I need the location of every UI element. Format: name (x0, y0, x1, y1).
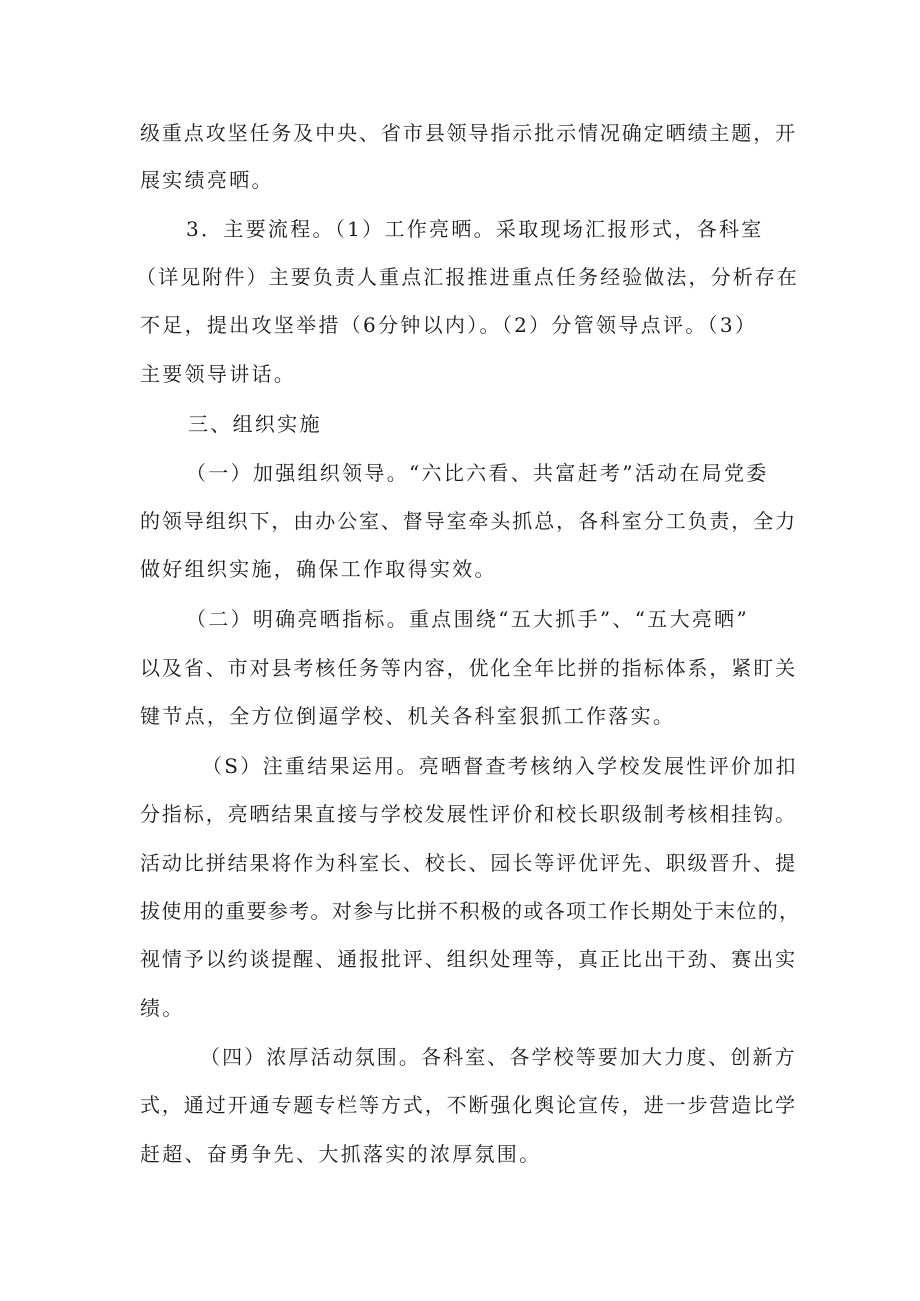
text-line: 活动比拼结果将作为科室长、校长、园长等评优评先、职级晋升、提 (140, 851, 797, 875)
text-line: （二）明确亮晒指标。重点围绕“五大抓手”、“五大亮晒” (186, 607, 749, 631)
text-line: 3．主要流程。（1）工作亮晒。采取现场汇报形式，各科室 (186, 217, 764, 241)
text-line: 以及省、市对县考核任务等内容，优化全年比拼的指标体系，紧盯关 (140, 656, 797, 680)
text-line: 拔使用的重要参考。对参与比拼不积极的或各项工作长期处于末位的， (140, 899, 801, 923)
text-line: 式，通过开通专题专栏等方式，不断强化舆论宣传，进一步营造比学 (140, 1093, 797, 1117)
text-line: 不足，提出攻坚举措（6分钟以内）。（2）分管领导点评。（3） (140, 313, 758, 337)
text-line: 视情予以约谈提醒、通报批评、组织处理等，真正比出干劲、赛出实 (140, 947, 797, 971)
text-line: （详见附件）主要负责人重点汇报推进重点任务经验做法，分析存在 (136, 265, 799, 289)
text-line: 级重点攻坚任务及中央、省市县领导指示批示情况确定晒绩主题，开 (140, 121, 797, 145)
text-line: 键节点，全方位倒逼学校、机关各科室狠抓工作落实。 (140, 704, 676, 728)
text-line: 绩。 (140, 996, 185, 1020)
text-line: （一）加强组织领导。“六比六看、共富赶考”活动在局党委 (186, 461, 769, 485)
text-line: 分指标，亮晒结果直接与学校发展性评价和校长职级制考核相挂钩。 (140, 802, 797, 826)
text-line: 的领导组织下，由办公室、督导室牵头抓总，各科室分工负责，全力 (140, 509, 797, 533)
text-line: 赶超、奋勇争先、大抓落实的浓厚氛围。 (140, 1142, 542, 1166)
text-line: （四）浓厚活动氛围。各科室、各学校等要加大力度、创新方 (200, 1045, 797, 1069)
text-line: 主要领导讲话。 (140, 362, 297, 386)
text-line: （S）注重结果运用。亮晒督查考核纳入学校发展性评价加扣 (202, 754, 798, 778)
text-line: 做好组织实施，确保工作取得实效。 (140, 557, 497, 581)
text-line: 展实绩亮晒。 (140, 168, 274, 192)
section-heading: 三、组织实施 (188, 412, 322, 436)
